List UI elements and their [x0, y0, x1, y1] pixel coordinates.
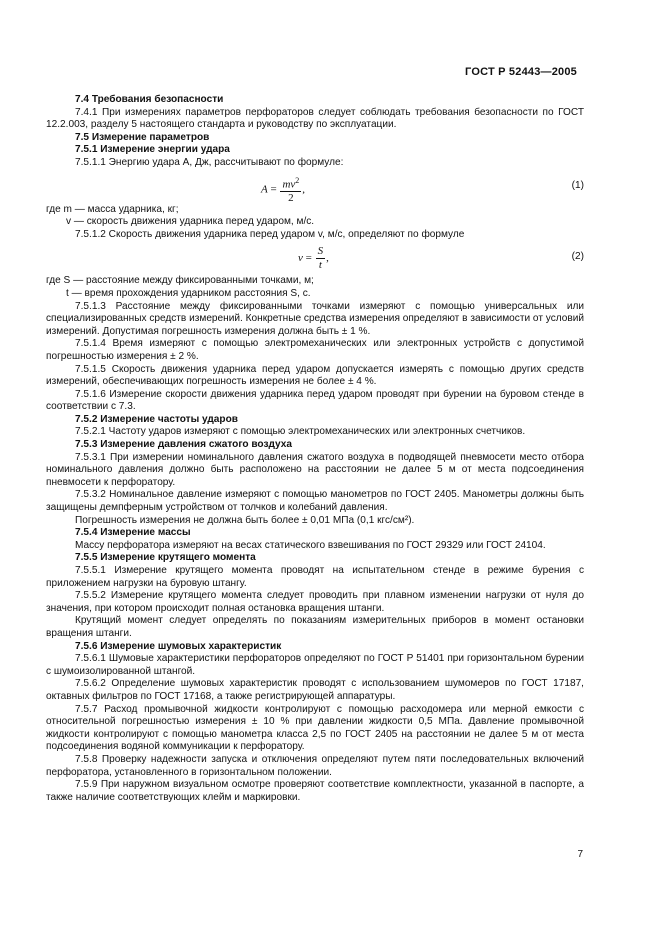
paragraph: 7.5.1.4 Время измеряют с помощью электромеханических или электронных устройств с допустимой погрешностью измерения ± 2 %. — [46, 338, 584, 362]
paragraph: 7.5.2.1 Частоту ударов измеряют с помощью электромеханических или электронных счетчиков. — [75, 426, 526, 438]
paragraph: 7.5.5.1 Измерение крутящего момента проводят на испытательном стенде в режиме бурения с приложением нагрузки на буровую штангу. — [46, 565, 584, 589]
formula-2-number: (2) — [571, 251, 584, 263]
paragraph: 7.4.1 При измерениях параметров перфораторов следует соблюдать требования безопасности по ГОСТ 12.2.003, разделу 5 настоящего стандарта и руководству по эксплуатации. — [46, 106, 584, 131]
paragraph: 7.5.5.2 Измерение крутящего момента следует проводить при плавном изменении нагрузки от нуля до значения, при котором происходит полная остановка вращения штанги. — [46, 590, 584, 614]
formula-1-lhs: A — [261, 182, 268, 195]
paragraph: Крутящий момент следует определять по показаниям измерительных приборов в момент остановки вращения штанги. — [46, 615, 584, 639]
formula-2-den-text: t — [318, 259, 322, 272]
formula-1-sup: 2 — [295, 175, 300, 185]
formula-1-eq: = — [267, 182, 280, 195]
paragraph: 7.5.1.2 Скорость движения ударника перед ударом v, м/с, определяют по формуле — [75, 228, 465, 240]
paragraph: 7.5.6.2 Определение шумовых характеристик проводят с использованием шумомеров по ГОСТ 17187, октавных фильтров по ГОСТ 17168, а также регистрирующей аппаратуры. — [46, 678, 584, 702]
section-heading: 7.5.2 Измерение частоты ударов — [75, 413, 238, 425]
formula-1-tail: , — [302, 182, 306, 195]
section-heading: 7.4 Требования безопасности — [75, 94, 224, 105]
section-heading: 7.5.4 Измерение массы — [75, 527, 191, 539]
paragraph: Погрешность измерения не должна быть более ± 0,01 МПа (0,1 кгс/см²). — [75, 514, 415, 526]
formula-2-numerator: S — [317, 245, 324, 258]
paragraph: 7.5.1.1 Энергию удара A, Дж, рассчитывают по формуле: — [75, 156, 344, 168]
formula-1-numerator — [280, 174, 301, 193]
formula-1-denominator: 2 — [288, 192, 294, 205]
section-heading: 7.5 Измерение параметров — [75, 131, 210, 143]
formula-2-expression — [298, 245, 329, 272]
standard-header: ГОСТ Р 52443—2005 — [465, 66, 577, 78]
section-heading: 7.5.6 Измерение шумовых характеристик — [75, 640, 282, 652]
formula-2-denominator — [316, 259, 326, 272]
formula-2-lhs: v — [298, 252, 303, 265]
section-heading: 7.5.3 Измерение давления сжатого воздуха — [75, 439, 292, 451]
paragraph: 7.5.6.1 Шумовые характеристики перфораторов определяют по ГОСТ Р 51401 при горизонтальном бурении с шумоизолированной штангой. — [46, 653, 584, 677]
document-body — [46, 94, 584, 804]
section-heading: 7.5.1 Измерение энергии удара — [75, 144, 230, 156]
formula-2-fraction — [316, 245, 326, 272]
paragraph: 7.5.3.2 Номинальное давление измеряют с помощью манометров по ГОСТ 2405. Манометры должны быть защищены демпферным устройством от толчков и колебаний давления. — [46, 489, 584, 514]
formula-1-expression — [261, 174, 305, 206]
formula-1-num-text: mv — [282, 178, 296, 191]
section-heading: 7.5.5 Измерение крутящего момента — [75, 552, 256, 564]
formula-1 — [46, 170, 584, 204]
formula-2-eq: = — [302, 252, 315, 265]
formula-1-fraction — [280, 174, 301, 206]
page-number: 7 — [577, 849, 583, 860]
definition-line-continued: v — скорость движения ударника перед ударом, м/с. — [66, 216, 315, 228]
paragraph: Массу перфоратора измеряют на весах статического взвешивания по ГОСТ 29329 или ГОСТ 24104. — [75, 539, 546, 551]
formula-1-number: (1) — [571, 179, 584, 191]
paragraph: 7.5.1.3 Расстояние между фиксированными точками измеряют с помощью универсальных или специализированных средств измерений. Конкретные средства измерения определяют в зависимости от условий измерений. Допустимая погрешность измерения должна быть ± 1 %. — [46, 300, 584, 337]
definition-line: где S — расстояние между фиксированными точками, м; — [46, 275, 314, 287]
definition-line: где m — масса ударника, кг; — [46, 203, 179, 215]
paragraph: 7.5.7 Расход промывочной жидкости контролируют с помощью расходомера или мерной емкости с относительной погрешностью измерения ± 10 % при давлении жидкости 0,5 МПа. Давление промывочной жидкости контролируют с помощью манометра класса 2,5 по ГОСТ 2405 на расстоянии не далее 5 м от места подсоединения водяной коммуникации к перфоратору. — [46, 703, 584, 753]
paragraph: 7.5.9 При наружном визуальном осмотре проверяют соответствие комплектности, указанной в паспорте, а также наличие соответствующих клейм и маркировки. — [46, 779, 584, 803]
paragraph: 7.5.8 Проверку надежности запуска и отключения определяют путем пяти последовательных включений перфоратора, установленного в горизонтальном положении. — [46, 753, 584, 778]
formula-2-tail: , — [326, 252, 329, 265]
paragraph: 7.5.1.6 Измерение скорости движения ударника перед ударом проводят при бурении на буровом стенде в соответствии с 7.3. — [46, 388, 584, 413]
formula-2 — [46, 241, 584, 275]
definition-line-continued: t — время прохождения ударником расстояния S, с. — [66, 287, 311, 299]
paragraph: 7.5.3.1 При измерении номинального давления сжатого воздуха в подводящей пневмосети место отбора номинального давления должно быть расположено на расстоянии не далее 5 м от места подсоединения пневмосети к перфоратору. — [46, 451, 584, 488]
paragraph: 7.5.1.5 Скорость движения ударника перед ударом допускается измерять с помощью других средств измерений, обеспечивающих погрешность измерения не более ± 4 %. — [46, 363, 584, 388]
